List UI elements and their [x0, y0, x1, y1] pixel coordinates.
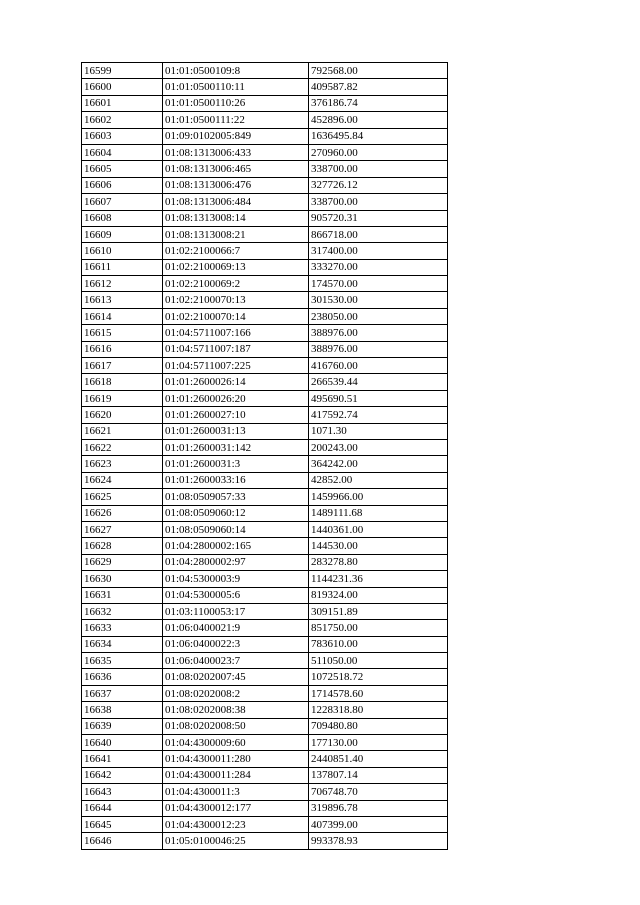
table-row [82, 243, 448, 259]
table-row [82, 390, 448, 406]
value-cell: 266539.44 [309, 374, 448, 390]
table-row [82, 833, 448, 849]
table-row [82, 472, 448, 488]
row-number-cell: 16606 [82, 177, 163, 193]
row-number-cell: 16610 [82, 243, 163, 259]
value-cell: 1072518.72 [309, 669, 448, 685]
value-cell: 409587.82 [309, 79, 448, 95]
row-number-cell: 16637 [82, 685, 163, 701]
row-number-cell: 16611 [82, 259, 163, 275]
table-body [82, 63, 448, 850]
value-cell: 1144231.36 [309, 571, 448, 587]
table-row [82, 358, 448, 374]
value-cell: 319896.78 [309, 800, 448, 816]
cadastral-number-cell: 01:04:4300011:280 [163, 751, 309, 767]
table-row [82, 308, 448, 324]
value-cell: 417592.74 [309, 407, 448, 423]
cadastral-number-cell: 01:08:0509060:12 [163, 505, 309, 521]
table-row [82, 521, 448, 537]
value-cell: 709480.80 [309, 718, 448, 734]
table-row [82, 603, 448, 619]
table-row [82, 374, 448, 390]
value-cell: 137807.14 [309, 767, 448, 783]
cadastral-number-cell: 01:03:1100053:17 [163, 603, 309, 619]
value-cell: 2440851.40 [309, 751, 448, 767]
table-row [82, 439, 448, 455]
row-number-cell: 16618 [82, 374, 163, 390]
value-cell: 416760.00 [309, 358, 448, 374]
table-row [82, 800, 448, 816]
value-cell: 452896.00 [309, 112, 448, 128]
value-cell: 317400.00 [309, 243, 448, 259]
value-cell: 1071.30 [309, 423, 448, 439]
row-number-cell: 16615 [82, 325, 163, 341]
row-number-cell: 16621 [82, 423, 163, 439]
table-row [82, 325, 448, 341]
table-row [82, 571, 448, 587]
cadastral-number-cell: 01:02:2100070:13 [163, 292, 309, 308]
row-number-cell: 16644 [82, 800, 163, 816]
cadastral-number-cell: 01:06:0400023:7 [163, 653, 309, 669]
cadastral-number-cell: 01:01:2600033:16 [163, 472, 309, 488]
row-number-cell: 16640 [82, 735, 163, 751]
cadastral-number-cell: 01:08:0202008:2 [163, 685, 309, 701]
value-cell: 333270.00 [309, 259, 448, 275]
table-row [82, 177, 448, 193]
row-number-cell: 16630 [82, 571, 163, 587]
value-cell: 388976.00 [309, 341, 448, 357]
table-row [82, 194, 448, 210]
cadastral-number-cell: 01:04:5711007:225 [163, 358, 309, 374]
cadastral-number-cell: 01:02:2100069:13 [163, 259, 309, 275]
value-cell: 851750.00 [309, 620, 448, 636]
cadastral-number-cell: 01:01:2600031:3 [163, 456, 309, 472]
value-cell: 783610.00 [309, 636, 448, 652]
row-number-cell: 16636 [82, 669, 163, 685]
value-cell: 283278.80 [309, 554, 448, 570]
cadastral-number-cell: 01:06:0400021:9 [163, 620, 309, 636]
row-number-cell: 16604 [82, 144, 163, 160]
cadastral-number-cell: 01:08:1313006:484 [163, 194, 309, 210]
cadastral-number-cell: 01:04:4300012:177 [163, 800, 309, 816]
row-number-cell: 16627 [82, 521, 163, 537]
row-number-cell: 16607 [82, 194, 163, 210]
row-number-cell: 16639 [82, 718, 163, 734]
table-row [82, 685, 448, 701]
row-number-cell: 16616 [82, 341, 163, 357]
cadastral-number-cell: 01:04:4300011:284 [163, 767, 309, 783]
table-row [82, 784, 448, 800]
table-row [82, 587, 448, 603]
table-row [82, 718, 448, 734]
cadastral-number-cell: 01:01:0500110:11 [163, 79, 309, 95]
table-row [82, 226, 448, 242]
cadastral-number-cell: 01:01:2600026:20 [163, 390, 309, 406]
cadastral-number-cell: 01:08:1313008:14 [163, 210, 309, 226]
row-number-cell: 16631 [82, 587, 163, 603]
cadastral-number-cell: 01:01:2600031:142 [163, 439, 309, 455]
cadastral-number-cell: 01:01:0500110:26 [163, 95, 309, 111]
row-number-cell: 16622 [82, 439, 163, 455]
row-number-cell: 16613 [82, 292, 163, 308]
row-number-cell: 16603 [82, 128, 163, 144]
cadastral-number-cell: 01:04:2800002:97 [163, 554, 309, 570]
table-row [82, 276, 448, 292]
row-number-cell: 16642 [82, 767, 163, 783]
table-row [82, 407, 448, 423]
value-cell: 301530.00 [309, 292, 448, 308]
value-cell: 905720.31 [309, 210, 448, 226]
table-row [82, 538, 448, 554]
row-number-cell: 16634 [82, 636, 163, 652]
value-cell: 866718.00 [309, 226, 448, 242]
row-number-cell: 16599 [82, 63, 163, 79]
cadastral-number-cell: 01:01:0500109:8 [163, 63, 309, 79]
value-cell: 174570.00 [309, 276, 448, 292]
row-number-cell: 16632 [82, 603, 163, 619]
cadastral-number-cell: 01:02:2100066:7 [163, 243, 309, 259]
row-number-cell: 16626 [82, 505, 163, 521]
value-cell: 1459966.00 [309, 489, 448, 505]
row-number-cell: 16645 [82, 816, 163, 832]
row-number-cell: 16608 [82, 210, 163, 226]
row-number-cell: 16641 [82, 751, 163, 767]
value-cell: 144530.00 [309, 538, 448, 554]
row-number-cell: 16624 [82, 472, 163, 488]
table-row [82, 63, 448, 79]
cadastral-number-cell: 01:04:5711007:166 [163, 325, 309, 341]
table-row [82, 423, 448, 439]
cadastral-number-cell: 01:04:5711007:187 [163, 341, 309, 357]
table-row [82, 751, 448, 767]
table-row [82, 505, 448, 521]
value-cell: 792568.00 [309, 63, 448, 79]
row-number-cell: 16620 [82, 407, 163, 423]
table-row [82, 636, 448, 652]
row-number-cell: 16614 [82, 308, 163, 324]
table-row [82, 95, 448, 111]
row-number-cell: 16612 [82, 276, 163, 292]
row-number-cell: 16646 [82, 833, 163, 849]
row-number-cell: 16601 [82, 95, 163, 111]
row-number-cell: 16628 [82, 538, 163, 554]
value-cell: 42852.00 [309, 472, 448, 488]
table-row [82, 112, 448, 128]
cadastral-number-cell: 01:04:4300012:23 [163, 816, 309, 832]
value-cell: 364242.00 [309, 456, 448, 472]
cadastral-number-cell: 01:04:4300009:60 [163, 735, 309, 751]
cadastral-number-cell: 01:04:5300005:6 [163, 587, 309, 603]
value-cell: 177130.00 [309, 735, 448, 751]
value-cell: 388976.00 [309, 325, 448, 341]
value-cell: 338700.00 [309, 161, 448, 177]
table-row [82, 816, 448, 832]
cadastral-number-cell: 01:08:0202008:50 [163, 718, 309, 734]
value-cell: 407399.00 [309, 816, 448, 832]
row-number-cell: 16625 [82, 489, 163, 505]
table-row [82, 292, 448, 308]
value-cell: 511050.00 [309, 653, 448, 669]
table-row [82, 735, 448, 751]
table-row [82, 144, 448, 160]
cadastral-number-cell: 01:02:2100070:14 [163, 308, 309, 324]
row-number-cell: 16635 [82, 653, 163, 669]
value-cell: 376186.74 [309, 95, 448, 111]
row-number-cell: 16633 [82, 620, 163, 636]
value-cell: 1714578.60 [309, 685, 448, 701]
row-number-cell: 16638 [82, 702, 163, 718]
table-row [82, 653, 448, 669]
table-row [82, 128, 448, 144]
data-table [81, 62, 448, 850]
table-row [82, 210, 448, 226]
row-number-cell: 16619 [82, 390, 163, 406]
table-row [82, 489, 448, 505]
row-number-cell: 16623 [82, 456, 163, 472]
value-cell: 1489111.68 [309, 505, 448, 521]
value-cell: 238050.00 [309, 308, 448, 324]
table-row [82, 702, 448, 718]
cadastral-number-cell: 01:01:2600031:13 [163, 423, 309, 439]
value-cell: 1440361.00 [309, 521, 448, 537]
value-cell: 270960.00 [309, 144, 448, 160]
cadastral-number-cell: 01:08:0509057:33 [163, 489, 309, 505]
cadastral-number-cell: 01:08:0509060:14 [163, 521, 309, 537]
cadastral-number-cell: 01:02:2100069:2 [163, 276, 309, 292]
cadastral-number-cell: 01:06:0400022:3 [163, 636, 309, 652]
cadastral-number-cell: 01:08:1313006:476 [163, 177, 309, 193]
value-cell: 495690.51 [309, 390, 448, 406]
table-row [82, 161, 448, 177]
cadastral-number-cell: 01:01:2600026:14 [163, 374, 309, 390]
cadastral-number-cell: 01:01:2600027:10 [163, 407, 309, 423]
value-cell: 993378.93 [309, 833, 448, 849]
cadastral-number-cell: 01:01:0500111:22 [163, 112, 309, 128]
table-row [82, 456, 448, 472]
row-number-cell: 16600 [82, 79, 163, 95]
table-row [82, 554, 448, 570]
value-cell: 706748.70 [309, 784, 448, 800]
table-row [82, 767, 448, 783]
cadastral-number-cell: 01:08:0202007:45 [163, 669, 309, 685]
value-cell: 327726.12 [309, 177, 448, 193]
cadastral-number-cell: 01:08:0202008:38 [163, 702, 309, 718]
table-row [82, 341, 448, 357]
value-cell: 1228318.80 [309, 702, 448, 718]
cadastral-number-cell: 01:09:0102005:849 [163, 128, 309, 144]
table-row [82, 259, 448, 275]
row-number-cell: 16629 [82, 554, 163, 570]
table-row [82, 669, 448, 685]
row-number-cell: 16605 [82, 161, 163, 177]
cadastral-number-cell: 01:08:1313006:465 [163, 161, 309, 177]
value-cell: 819324.00 [309, 587, 448, 603]
row-number-cell: 16602 [82, 112, 163, 128]
table-row [82, 620, 448, 636]
cadastral-number-cell: 01:04:4300011:3 [163, 784, 309, 800]
cadastral-number-cell: 01:08:1313006:433 [163, 144, 309, 160]
cadastral-number-cell: 01:05:0100046:25 [163, 833, 309, 849]
row-number-cell: 16617 [82, 358, 163, 374]
cadastral-number-cell: 01:04:2800002:165 [163, 538, 309, 554]
cadastral-number-cell: 01:04:5300003:9 [163, 571, 309, 587]
row-number-cell: 16609 [82, 226, 163, 242]
value-cell: 309151.89 [309, 603, 448, 619]
value-cell: 338700.00 [309, 194, 448, 210]
value-cell: 1636495.84 [309, 128, 448, 144]
row-number-cell: 16643 [82, 784, 163, 800]
table-row [82, 79, 448, 95]
value-cell: 200243.00 [309, 439, 448, 455]
cadastral-number-cell: 01:08:1313008:21 [163, 226, 309, 242]
